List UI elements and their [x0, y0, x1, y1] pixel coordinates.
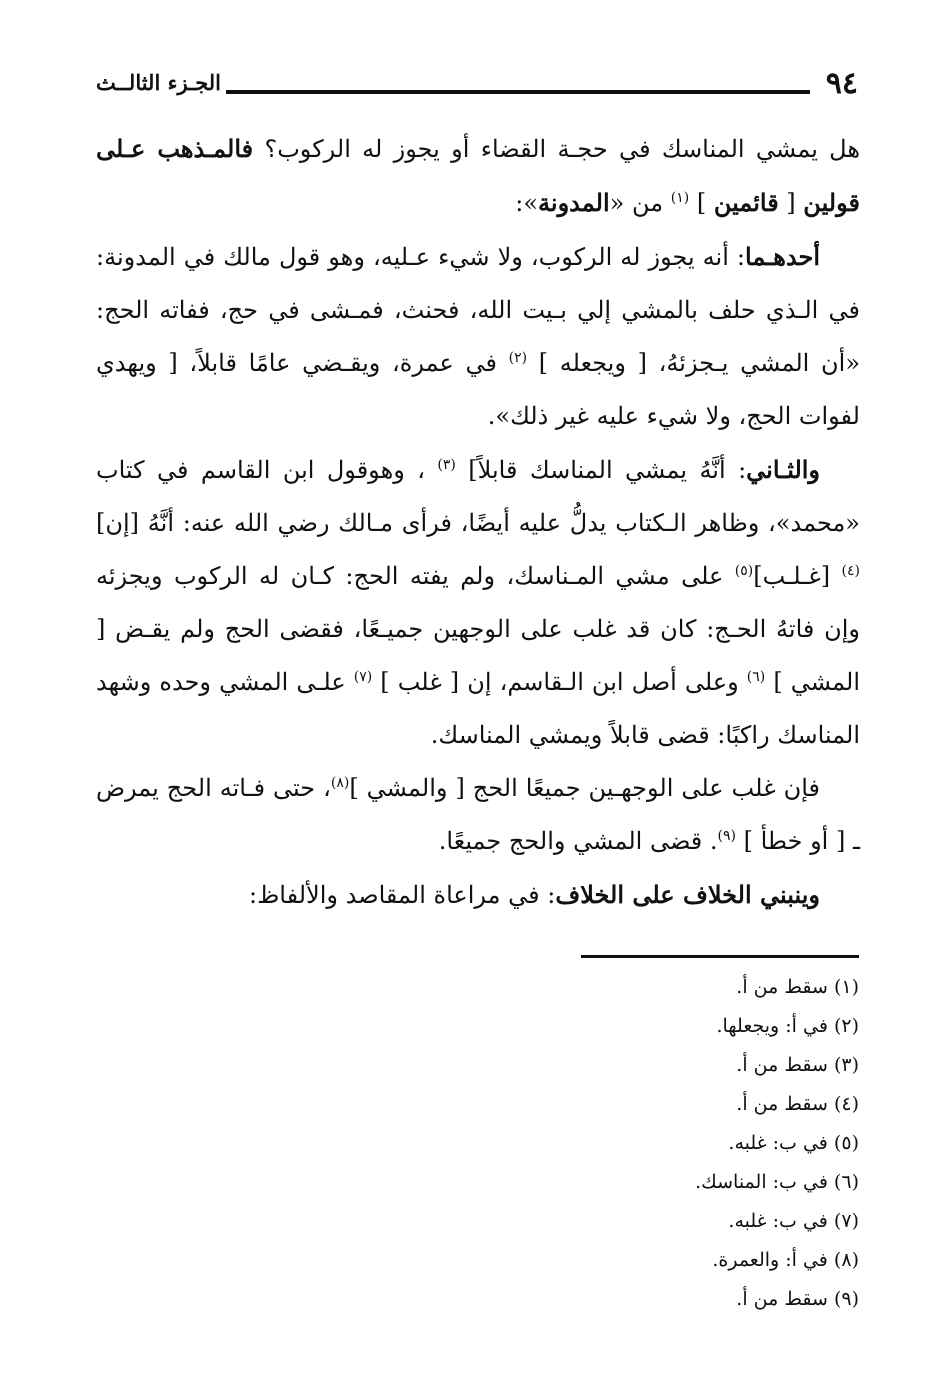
footnotes-list [359, 968, 859, 1319]
paragraph [96, 230, 860, 443]
bold-term: أحدهـما [745, 242, 820, 271]
text-run: ، حتى فـاته الحج يمرض ـ [ أو خطأ ] [96, 774, 860, 855]
text-run: : أنه يجوز له الركوب، ولا شيء عـليه، وهو قول مالك في المدونة: في الـذي حلف بالمشي إلي بـيت الله، فحنث، فمـشى في حج، ففاته الحج: «أن المشي يـجزئهُ، [ ويجعله ] [96, 243, 860, 377]
footnote: (١) سقط من أ. [736, 976, 859, 998]
footnote: (٢) في أ: ويجعلها. [716, 1015, 859, 1037]
text-run: : أنَّهُ يمشي المناسك قابلاً] [455, 456, 747, 484]
paragraph [96, 443, 860, 762]
paragraph [96, 868, 860, 922]
bold-term: فالمـذهب عـلى قولين [96, 134, 860, 217]
text-run: على مشي المـناسك، ولم يفته الحج: كـان له الركوب ويجزئه وإن فاتهُ الحـج: كان قد غلب على الوجهين جميـعًا، فقضى الحج ولم يقـض [ المشي ] [96, 562, 861, 696]
text-run: وعلى أصل ابن الـقاسم، إن [ غلب ] [372, 668, 747, 696]
footnote-marker: (٩) [717, 828, 736, 844]
paragraph [96, 762, 860, 868]
footnote-marker: (٥) [734, 563, 754, 579]
bold-term: والثـاني [746, 455, 821, 484]
text-run: [غـلـب] [753, 562, 842, 590]
footnote-separator [581, 955, 859, 958]
footnote: (٥) في ب: غلبه. [728, 1132, 859, 1154]
page-header [96, 66, 858, 106]
footnote: (٩) سقط من أ. [736, 1288, 859, 1310]
footnote: (٣) سقط من أ. [736, 1054, 859, 1076]
bold-term: وينبني الخلاف على الخلاف [555, 880, 820, 909]
text-run: [ [778, 189, 804, 217]
footnote-marker: (٢) [508, 350, 528, 366]
text-run: »: [515, 189, 539, 217]
footnote-marker: (٣) [437, 457, 456, 473]
paragraph [96, 122, 860, 230]
footnote-marker: (٦) [746, 669, 766, 685]
bold-term: المدونة [538, 188, 610, 217]
footnote: (٨) في أ: والعمرة. [712, 1249, 859, 1271]
text-run: ، وهوقول ابن القاسم في كتاب «محمد»، وظاهر الـكتاب يدلُّ عليه أيضًا، فرأى مـالك رضي الله عنه: أنَّهُ [إن] [96, 456, 860, 537]
page-number: ٩٤ [825, 66, 858, 101]
text-run: هل يمشي المناسك في حجـة القضاء أو يجوز له الركوب؟ [253, 135, 861, 163]
text-run: في عمرة، ويقـضي عامًا قابلاً، [ ويهدي لفوات الحج، ولا شيء عليه غير ذلك». [96, 349, 860, 430]
footnote-marker: (١) [670, 190, 690, 206]
footnote-marker: (٤) [841, 563, 860, 579]
text-run: : في مراعاة المقاصد والألفاظ: [248, 881, 556, 909]
text-run: ] [689, 189, 714, 217]
footnote: (٦) في ب: المناسك. [695, 1171, 859, 1193]
bold-term: قائمين [713, 188, 779, 217]
text-run: فإن غلب على الوجهـين جميعًا الحج [ والمشي ] [349, 774, 820, 802]
body-text [96, 122, 860, 922]
running-title: الجـزء الثالــث [96, 70, 222, 95]
footnote-marker: (٨) [330, 775, 350, 791]
text-run: من « [609, 189, 671, 217]
footnote-marker: (٧) [353, 669, 373, 685]
footnote: (٤) سقط من أ. [736, 1093, 859, 1115]
header-rule [226, 90, 810, 94]
footnote: (٧) في ب: غلبه. [728, 1210, 859, 1232]
text-run: علـى المشي وحده وشهد المناسك راكبًا: قضى قابلاً ويمشي المناسك. [96, 668, 860, 749]
text-run: . قضى المشي والحج جميعًا. [438, 827, 718, 855]
